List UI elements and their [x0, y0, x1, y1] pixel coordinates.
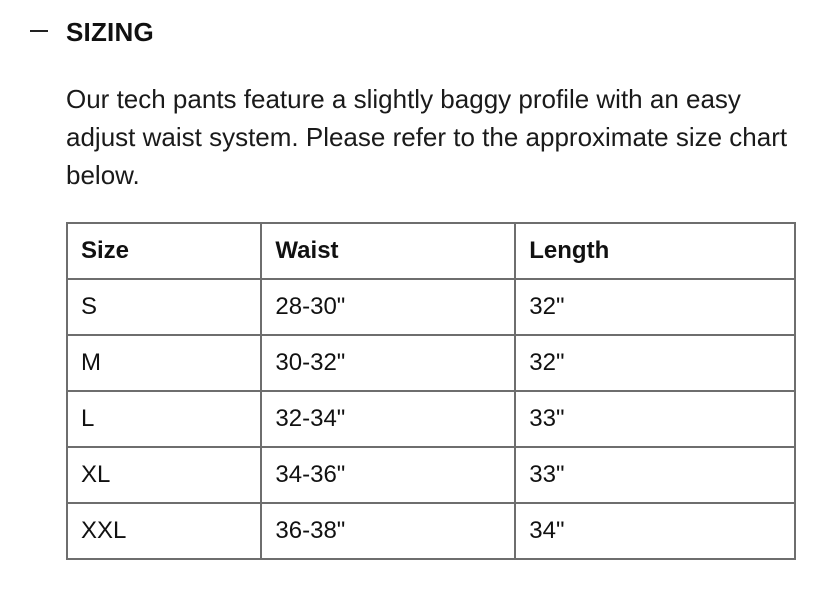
- table-row: [67, 391, 795, 447]
- waist-cell: 30-32": [261, 335, 515, 391]
- column-header-length: Length: [515, 223, 795, 279]
- waist-cell: 34-36": [261, 447, 515, 503]
- table-header-row: [67, 223, 795, 279]
- size-cell: M: [67, 335, 261, 391]
- sizing-section-toggle[interactable]: [30, 12, 154, 52]
- waist-cell: 32-34": [261, 391, 515, 447]
- size-cell: XXL: [67, 503, 261, 559]
- waist-cell: 36-38": [261, 503, 515, 559]
- column-header-waist: Waist: [261, 223, 515, 279]
- table-row: [67, 279, 795, 335]
- table-row: [67, 447, 795, 503]
- size-chart-table: [66, 222, 796, 560]
- table-row: [67, 335, 795, 391]
- column-header-size: Size: [67, 223, 261, 279]
- waist-cell: 28-30": [261, 279, 515, 335]
- length-cell: 32": [515, 279, 795, 335]
- sizing-description: Our tech pants feature a slightly baggy profile with an easy adjust waist system. Please refer to the approximate size chart below.: [66, 84, 788, 190]
- size-cell: XL: [67, 447, 261, 503]
- table-row: [67, 503, 795, 559]
- size-cell: S: [67, 279, 261, 335]
- length-cell: 33": [515, 391, 795, 447]
- length-cell: 33": [515, 447, 795, 503]
- section-title: SIZING: [66, 16, 154, 47]
- minus-icon[interactable]: [30, 12, 48, 52]
- length-cell: 34": [515, 503, 795, 559]
- length-cell: 32": [515, 335, 795, 391]
- size-cell: L: [67, 391, 261, 447]
